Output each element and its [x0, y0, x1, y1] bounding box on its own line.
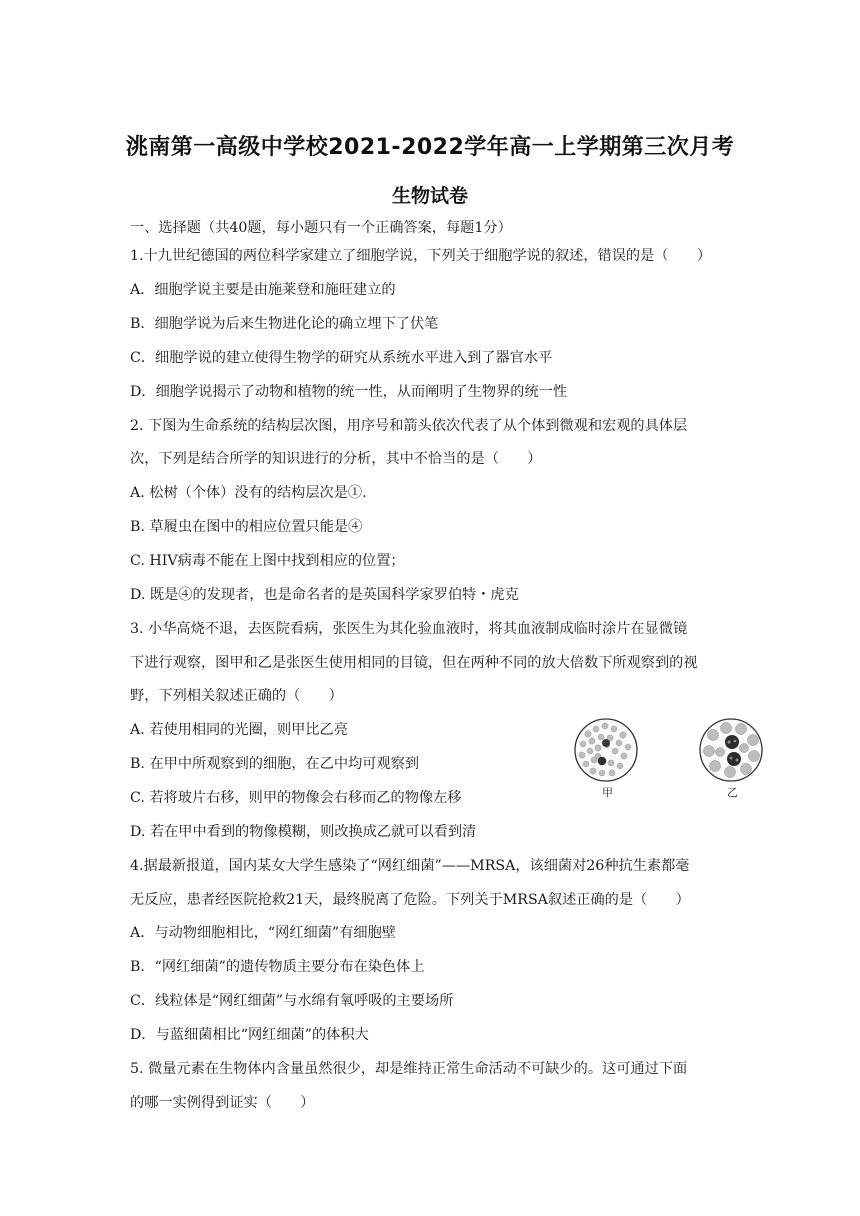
question-4-stem-line-2: 无反应，患者经医院抢救21天，最终脱离了危险。下列关于MRSA叙述正确的是（ ） [130, 892, 690, 908]
question-5-stem-line-2: 的哪一实例得到证实（ ） [130, 1095, 315, 1111]
field-yi-label: 乙 [727, 786, 738, 799]
question-1-option-d: D．细胞学说揭示了动物和植物的统一性，从而阐明了生物界的统一性 [130, 384, 568, 400]
question-2-option-c: C. HIV病毒不能在上图中找到相应的位置； [130, 553, 405, 569]
question-4-option-d: D．与蓝细菌相比“网红细菌”的体积大 [130, 1027, 369, 1043]
question-3-option-a: A. 若使用相同的光圈，则甲比乙亮 [130, 722, 348, 738]
question-2-option-b: B. 草履虫在图中的相应位置只能是④ [130, 519, 363, 535]
question-3-option-b: B. 在甲中所观察到的细胞，在乙中均可观察到 [130, 756, 420, 772]
question-4-option-a: A．与动物细胞相比，“网红细菌”有细胞壁 [130, 925, 396, 941]
question-2-stem-line-2: 次，下列是结合所学的知识进行的分析，其中不恰当的是（ ） [130, 451, 542, 467]
question-5-stem-line-1: 5. 微量元素在生物体内含量虽然很少，却是维持正常生命活动不可缺少的。这可通过下面 [130, 1061, 688, 1077]
question-3-stem-line-1: 3. 小华高烧不退，去医院看病，张医生为其化验血液时，将其血液制成临时涂片在显微镜 [130, 621, 688, 637]
question-2-stem-line-1: 2. 下图为生命系统的结构层次图，用序号和箭头依次代表了从个体到微观和宏观的具体层 [130, 418, 688, 434]
question-1-stem: 1.十九世纪德国的两位科学家建立了细胞学说，下列关于细胞学说的叙述，错误的是（ ） [130, 248, 712, 264]
exam-subtitle: 生物试卷 [391, 185, 468, 207]
exam-title: 洮南第一高级中学校2021-2022学年高一上学期第三次月考 [125, 135, 735, 160]
question-3-stem-line-3: 野，下列相关叙述正确的（ ） [130, 688, 343, 704]
question-2-option-a: A. 松树（个体）没有的结构层次是①. [130, 485, 367, 501]
question-4-option-b: B．“网红细菌”的遗传物质主要分布在染色体上 [130, 959, 425, 975]
question-1-option-a: A．细胞学说主要是由施莱登和施旺建立的 [130, 282, 396, 298]
question-3-stem-line-2: 下进行观察，图甲和乙是张医生使用相同的目镜，但在两种不同的放大倍数下所观察到的视 [130, 655, 698, 671]
question-3-option-c: C. 若将玻片右移，则甲的物像会右移而乙的物像左移 [130, 790, 462, 806]
section-heading: 一、选择题（共40题，每小题只有一个正确答案，每题1分） [130, 220, 512, 236]
field-jia-view [575, 719, 637, 781]
field-jia-label: 甲 [602, 786, 613, 799]
microscope-field-figure [568, 712, 768, 802]
question-4-stem-line-1: 4.据最新报道，国内某女大学生感染了“网红细菌”——MRSA，该细菌对26种抗生素都毫 [130, 858, 690, 874]
question-2-option-d: D. 既是④的发现者，也是命名者的是英国科学家罗伯特・虎克 [130, 587, 519, 603]
field-yi-view [700, 719, 762, 781]
question-3-option-d: D. 若在甲中看到的物像模糊，则改换成乙就可以看到清 [130, 824, 477, 840]
question-1-option-b: B．细胞学说为后来生物进化论的确立埋下了伏笔 [130, 316, 439, 332]
question-1-option-c: C．细胞学说的建立使得生物学的研究从系统水平进入到了器官水平 [130, 350, 553, 366]
question-4-option-c: C．线粒体是“网红细菌”与水绵有氧呼吸的主要场所 [130, 993, 454, 1009]
